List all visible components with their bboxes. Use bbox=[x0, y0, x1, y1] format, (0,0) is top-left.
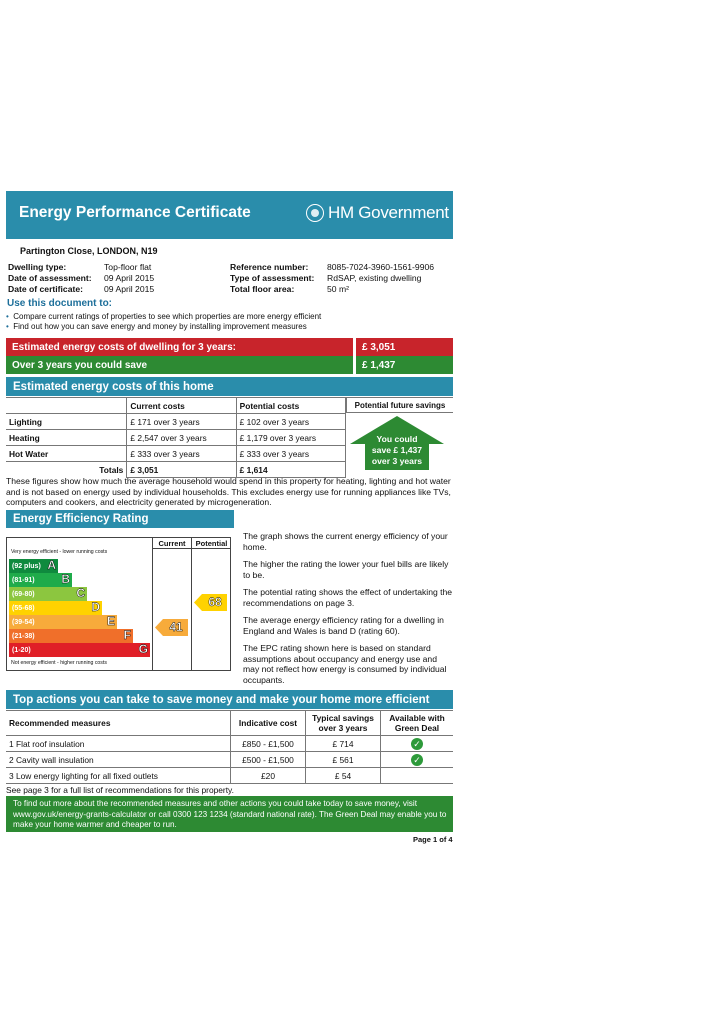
green-deal-cell bbox=[381, 736, 454, 752]
potential-cost: £ 1,179 over 3 years bbox=[236, 430, 345, 446]
detail-label: Date of certificate: bbox=[8, 284, 83, 294]
arrow-line: over 3 years bbox=[371, 456, 423, 466]
paragraph: The average energy efficiency rating for a dwelling in England and Wales is band D (rating 60). bbox=[243, 615, 444, 636]
table-header: Indicative cost bbox=[231, 711, 306, 736]
savings-arrow-text bbox=[365, 434, 429, 467]
measure: 1 Flat roof insulation bbox=[6, 736, 231, 752]
current-cost: £ 333 over 3 years bbox=[127, 446, 236, 462]
band-letter: G bbox=[138, 642, 148, 656]
typical-saving: £ 54 bbox=[306, 768, 381, 784]
band-range: (92 plus) bbox=[12, 562, 41, 570]
property-address: Partington Close, LONDON, N19 bbox=[20, 246, 158, 256]
indicative-cost: £20 bbox=[231, 768, 306, 784]
band-letter: A bbox=[47, 558, 56, 572]
bullet-text: Compare current ratings of properties to see which properties are more energy efficient bbox=[13, 312, 322, 321]
band-range: (69-80) bbox=[12, 590, 35, 598]
typical-saving: £ 714 bbox=[306, 736, 381, 752]
potential-total: £ 1,614 bbox=[236, 462, 345, 478]
band-range: (1-20) bbox=[12, 646, 31, 654]
header-banner bbox=[6, 191, 453, 239]
band-a bbox=[9, 559, 58, 573]
efficiency-explanation bbox=[243, 531, 455, 685]
detail-value: Top-floor flat bbox=[104, 262, 152, 272]
bar-value: £ 1,437 bbox=[362, 359, 396, 371]
detail-value: 50 m² bbox=[327, 284, 349, 294]
current-cost: £ 2,547 over 3 years bbox=[127, 430, 236, 446]
detail-label: Type of assessment: bbox=[230, 273, 315, 283]
paragraph: The potential rating shows the effect of undertaking the recommendations on page 3. bbox=[243, 587, 453, 608]
detail-label: Total floor area: bbox=[230, 284, 295, 294]
gov-brand-text: HM Government bbox=[328, 203, 449, 222]
table-row bbox=[6, 430, 346, 446]
future-savings-header: Potential future savings bbox=[346, 397, 453, 413]
costs-table bbox=[6, 397, 346, 478]
detail-label: Date of assessment: bbox=[8, 273, 92, 283]
band-range: (55-68) bbox=[12, 604, 35, 612]
indicative-cost: £850 - £1,500 bbox=[231, 736, 306, 752]
paragraph: The EPC rating shown here is based on standard assumptions about occupancy and energy use and may not reflect how energy is consumed by individual occupants. bbox=[243, 643, 447, 685]
use-doc-list bbox=[6, 312, 321, 332]
detail-label: Reference number: bbox=[230, 262, 309, 272]
estimated-cost-value bbox=[356, 338, 453, 356]
bullet-text: Find out how you can save energy and money by installing improvement measures bbox=[13, 322, 307, 331]
check-icon: ✓ bbox=[411, 738, 423, 750]
bottom-label: Not energy efficient - higher running costs bbox=[11, 660, 107, 666]
efficiency-chart bbox=[6, 537, 231, 671]
list-item: • Compare current ratings of properties to see which properties are more energy efficient bbox=[6, 312, 322, 321]
estimated-cost-bar bbox=[6, 338, 353, 356]
band-range: (81-91) bbox=[12, 576, 35, 584]
row-label: Lighting bbox=[6, 414, 127, 430]
band-b bbox=[9, 573, 72, 587]
band-letter: F bbox=[123, 628, 131, 642]
potential-rating-value: 68 bbox=[208, 595, 222, 609]
costs-note: These figures show how much the average household would spend in this property for heating, lighting and hot water and is not based on energy used by individual households. This excludes energy use for running appliances like TVs, computers and cookers, and electricity generated by microgeneration. bbox=[6, 476, 451, 507]
chart-header-line bbox=[152, 548, 231, 549]
table-row bbox=[6, 768, 453, 784]
arrow-line: You could bbox=[376, 434, 418, 444]
table-row bbox=[6, 414, 346, 430]
current-total: £ 3,051 bbox=[127, 462, 236, 478]
page-number: Page 1 of 4 bbox=[413, 835, 453, 844]
table-row bbox=[6, 736, 453, 752]
indicative-cost: £500 - £1,500 bbox=[231, 752, 306, 768]
top-label: Very energy efficient - lower running costs bbox=[11, 549, 108, 555]
table-header bbox=[6, 398, 127, 414]
measure: 2 Cavity wall insulation bbox=[6, 752, 231, 768]
bar-label: Over 3 years you could save bbox=[12, 359, 148, 371]
royal-crest-icon bbox=[306, 204, 324, 222]
typical-saving: £ 561 bbox=[306, 752, 381, 768]
row-label: Hot Water bbox=[6, 446, 127, 462]
band-letter: E bbox=[106, 614, 115, 628]
green-deal-cell bbox=[381, 768, 454, 784]
band-g bbox=[9, 643, 150, 657]
use-doc-heading: Use this document to: bbox=[7, 298, 113, 309]
check-icon: ✓ bbox=[411, 754, 423, 766]
actions-table bbox=[6, 710, 453, 784]
efficiency-heading: Energy Efficiency Rating bbox=[6, 510, 234, 528]
col-current: Current bbox=[158, 539, 186, 548]
chart-divider bbox=[191, 537, 192, 671]
band-range: (39-54) bbox=[12, 618, 35, 626]
band-range: (21-38) bbox=[12, 632, 35, 640]
details-right bbox=[230, 262, 434, 295]
table-header: Available with Green Deal bbox=[381, 711, 454, 736]
hm-government-logo bbox=[306, 203, 449, 223]
band-d bbox=[9, 601, 102, 615]
table-header-row bbox=[6, 398, 346, 414]
col-potential: Potential bbox=[195, 539, 228, 548]
table-header: Current costs bbox=[127, 398, 236, 414]
bar-value: £ 3,051 bbox=[362, 341, 396, 353]
detail-value: RdSAP, existing dwelling bbox=[327, 273, 422, 283]
band-e bbox=[9, 615, 117, 629]
totals-label: Totals bbox=[6, 462, 127, 478]
band-letter: C bbox=[76, 586, 85, 600]
paragraph: The graph shows the current energy efficiency of your home. bbox=[243, 531, 448, 552]
potential-cost: £ 333 over 3 years bbox=[236, 446, 345, 462]
page-title: Energy Performance Certificate bbox=[19, 204, 251, 221]
list-item: • Find out how you can save energy and money by installing improvement measures bbox=[6, 322, 307, 331]
paragraph: The higher the rating the lower your fuel bills are likely to be. bbox=[243, 559, 449, 580]
info-box: To find out more about the recommended measures and other actions you could take today to save money, visit www.gov.uk/energy-grants-calculator or call 0300 123 1234 (standard national rate). The Green Deal may enable you to make your home warmer and cheaper to run. bbox=[6, 796, 453, 832]
actions-heading: Top actions you can take to save money and make your home more efficient bbox=[6, 690, 453, 709]
bar-label: Estimated energy costs of dwelling for 3 years: bbox=[12, 341, 236, 353]
arrow-line: save £ 1,437 bbox=[371, 445, 423, 455]
detail-value: 8085-7024-3960-1561-9906 bbox=[327, 262, 435, 272]
table-header: Typical savings over 3 years bbox=[306, 711, 381, 736]
green-deal-cell bbox=[381, 752, 454, 768]
detail-value: 09 April 2015 bbox=[104, 273, 155, 283]
band-letter: B bbox=[61, 572, 70, 586]
potential-cost: £ 102 over 3 years bbox=[236, 414, 345, 430]
current-cost: £ 171 over 3 years bbox=[127, 414, 236, 430]
table-header-row bbox=[6, 711, 453, 736]
savings-value bbox=[356, 356, 453, 374]
table-header: Potential costs bbox=[236, 398, 345, 414]
chart-divider bbox=[152, 537, 153, 671]
band-letter: D bbox=[91, 600, 100, 614]
table-row bbox=[6, 446, 346, 462]
see-page-note: See page 3 for a full list of recommendations for this property. bbox=[6, 785, 234, 795]
measure: 3 Low energy lighting for all fixed outlets bbox=[6, 768, 231, 784]
detail-label: Dwelling type: bbox=[8, 262, 67, 272]
costs-section-heading: Estimated energy costs of this home bbox=[6, 377, 453, 396]
band-f bbox=[9, 629, 133, 643]
table-header: Recommended measures bbox=[6, 711, 231, 736]
savings-bar bbox=[6, 356, 353, 374]
row-label: Heating bbox=[6, 430, 127, 446]
table-row bbox=[6, 752, 453, 768]
band-c bbox=[9, 587, 87, 601]
detail-value: 09 April 2015 bbox=[104, 284, 155, 294]
current-rating-value: 41 bbox=[169, 620, 183, 634]
details-left bbox=[8, 262, 154, 295]
